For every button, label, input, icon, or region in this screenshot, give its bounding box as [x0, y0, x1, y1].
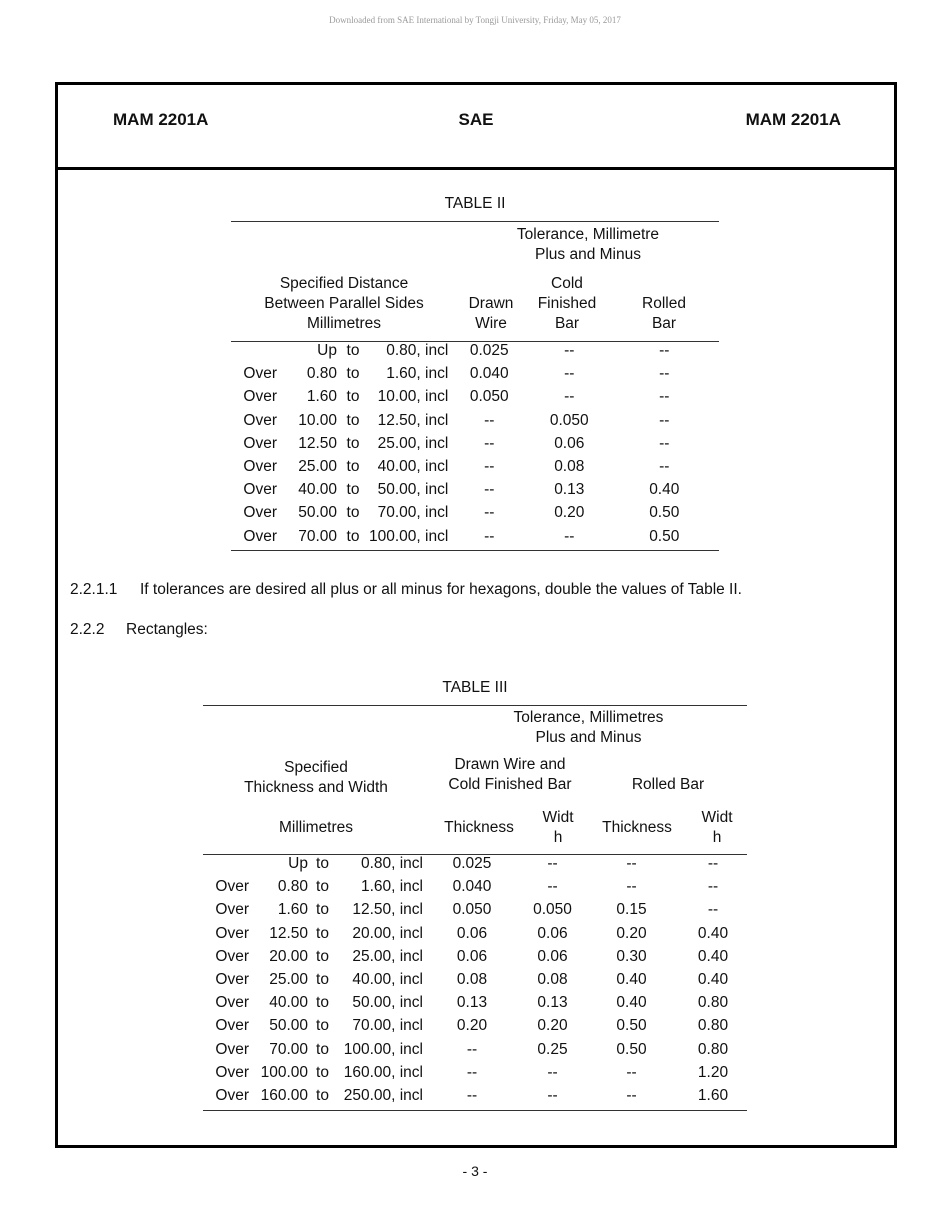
table-cell: 0.50 [616, 1040, 647, 1058]
table-cell: -- [484, 434, 495, 452]
table-cell: to [346, 388, 360, 406]
table-cell: 160.00 [260, 1087, 308, 1105]
table-cell: -- [484, 411, 495, 429]
table-cell: 25.00 [298, 458, 337, 476]
table2-body [231, 339, 720, 548]
table-cell: 1.60, incl [360, 878, 423, 896]
table-cell: 0.040 [469, 365, 509, 383]
table-cell: Over [215, 901, 249, 919]
table-cell: Over [243, 504, 277, 522]
table-cell: -- [659, 342, 670, 359]
table2-col-cold-finished: Cold Finished Bar [537, 275, 597, 332]
table-cell: 0.06 [537, 924, 568, 942]
table-cell: 40.00, incl [352, 971, 423, 989]
table3-tolerance-header: Tolerance, Millimetres Plus and Minus [513, 709, 664, 746]
table-cell: 20.00, incl [352, 924, 423, 942]
table3-col-width-rolled: Widt h [701, 809, 733, 846]
table-cell: 25.00, incl [377, 434, 449, 452]
table-cell: 1.60 [277, 901, 308, 919]
table-row [231, 525, 720, 548]
table-cell: to [316, 1063, 329, 1081]
paragraph-2-2-2 [70, 621, 208, 639]
table-row [231, 339, 720, 362]
table-cell: 1.60, incl [386, 365, 449, 383]
table-cell: Over [243, 434, 277, 452]
table-cell: 1.20 [697, 1063, 729, 1081]
table-cell: 0.20 [456, 1017, 488, 1035]
table-cell: -- [564, 527, 575, 545]
table-cell: -- [659, 365, 670, 383]
table-cell: 70.00, incl [377, 504, 449, 522]
table-cell: 0.20 [537, 1017, 568, 1035]
paragraph-text: Rectangles: [126, 621, 208, 638]
table-row [231, 385, 720, 408]
table-cell: 0.80 [697, 994, 729, 1012]
table-cell: 0.20 [616, 924, 647, 942]
table-cell: 40.00 [269, 994, 308, 1012]
table-cell: 0.050 [469, 388, 509, 406]
table-cell: 12.50 [269, 924, 308, 942]
table-cell: 50.00, incl [377, 481, 449, 499]
table-cell: 100.00, incl [343, 1040, 423, 1058]
table-cell: 0.40 [697, 971, 729, 989]
table-cell: to [316, 878, 329, 896]
table-cell: 40.00 [298, 481, 337, 499]
table-cell [231, 339, 287, 362]
table-cell: -- [466, 1063, 478, 1081]
table-cell: 0.40 [649, 481, 680, 499]
table-cell: to [346, 527, 360, 545]
table-cell: to [316, 1087, 329, 1105]
table-cell: 0.08 [554, 458, 585, 476]
table-cell: 50.00 [298, 504, 337, 522]
table-cell: -- [484, 504, 495, 522]
table2-col-drawn-wire: Drawn Wire [468, 295, 514, 332]
table-cell: 0.40 [697, 947, 729, 965]
table-cell: 0.50 [616, 1017, 647, 1035]
table-cell: 0.13 [456, 994, 488, 1012]
table-cell: 25.00 [269, 971, 308, 989]
table-cell: -- [547, 1063, 558, 1081]
table-row [203, 875, 747, 898]
table-cell: -- [659, 388, 670, 406]
table-cell: 0.80 [306, 365, 337, 383]
table-cell: -- [626, 878, 637, 896]
table-cell: to [346, 365, 360, 383]
table-cell: -- [547, 878, 558, 896]
table-cell: -- [484, 527, 495, 545]
table-cell: Over [215, 1017, 249, 1035]
table-cell: 0.40 [697, 924, 729, 942]
header-doc-id-left: MAM 2201A [113, 110, 209, 129]
document-header [58, 85, 894, 170]
table-cell: 0.15 [616, 901, 647, 919]
table2-col-rolled-bar: Rolled Bar [642, 295, 686, 332]
table-row [203, 1061, 747, 1084]
table-cell: Over [243, 365, 277, 383]
table-cell: -- [707, 855, 719, 872]
table-cell: Over [215, 971, 249, 989]
table-cell: 0.25 [537, 1040, 568, 1058]
table2-tolerance-header: Tolerance, Millimetre Plus and Minus [516, 226, 660, 263]
table-cell: 0.025 [452, 855, 492, 872]
header-doc-id-right: MAM 2201A [745, 110, 841, 129]
table2-bottom-rule [231, 550, 719, 551]
table-cell: to [346, 458, 360, 476]
table-row [203, 991, 747, 1014]
table-cell: 0.50 [649, 504, 680, 522]
table-cell: 0.050 [549, 411, 589, 429]
table-cell: -- [707, 901, 719, 919]
table-cell: Over [215, 924, 249, 942]
table-cell: to [346, 434, 360, 452]
table-cell: 100.00, incl [369, 527, 449, 545]
page-number: - 3 - [462, 1163, 488, 1179]
table-cell: 0.06 [537, 947, 568, 965]
table-cell: Over [215, 994, 249, 1012]
table-row [231, 478, 720, 501]
table-cell: 70.00, incl [352, 1017, 423, 1035]
table-cell: -- [707, 878, 719, 896]
table-cell: 0.80 [697, 1017, 729, 1035]
table3-col-thickness-drawn: Thickness [444, 819, 514, 836]
table-cell: 160.00, incl [343, 1063, 423, 1081]
table-cell: 1.60 [697, 1087, 729, 1105]
table-cell: Over [243, 388, 277, 406]
table-row [231, 409, 720, 432]
table-cell: 0.80 [697, 1040, 729, 1058]
table-cell: 0.13 [554, 481, 585, 499]
table-cell: Over [215, 1040, 249, 1058]
table-row [203, 852, 747, 875]
table-cell: Over [243, 481, 277, 499]
table-cell: -- [466, 1040, 478, 1058]
table-cell: -- [484, 458, 495, 476]
table-cell: to [316, 855, 329, 872]
table-cell: -- [547, 1087, 558, 1105]
table-cell: -- [659, 458, 670, 476]
table-row [231, 362, 720, 385]
table-cell: -- [626, 1063, 637, 1081]
table-cell: -- [484, 481, 495, 499]
table-cell: -- [659, 411, 670, 429]
table-row [231, 455, 720, 478]
table-cell: 25.00, incl [352, 947, 423, 965]
table-cell: 10.00, incl [377, 388, 449, 406]
table-cell: Over [215, 1063, 249, 1081]
table-cell: to [316, 924, 329, 942]
table-cell: to [346, 411, 360, 429]
table-row [231, 432, 720, 455]
table-cell: -- [626, 1087, 637, 1105]
table-cell: -- [547, 855, 558, 872]
table-cell: 0.20 [554, 504, 585, 522]
table3-group-drawn-cold: Drawn Wire and Cold Finished Bar [448, 756, 572, 793]
table2-col-distance: Specified Distance Between Parallel Sides Millimetres [264, 275, 424, 332]
table-cell: 12.50, incl [377, 411, 449, 429]
table-cell: to [346, 481, 360, 499]
table-cell: 0.040 [452, 878, 492, 896]
table-row [231, 501, 720, 524]
table-cell: Over [243, 527, 277, 545]
table-cell: 0.50 [649, 527, 680, 545]
table3-col-millimetres: Millimetres [278, 819, 354, 836]
paragraph-text: If tolerances are desired all plus or all minus for hexagons, double the values of Table II. [140, 581, 742, 598]
table3-top-rule [203, 705, 747, 706]
table-row [203, 945, 747, 968]
table-cell: to [316, 1017, 329, 1035]
table-cell: 0.30 [616, 947, 647, 965]
table3-col-width-drawn: Widt h [542, 809, 574, 846]
paragraph-number: 2.2.1.1 [70, 581, 118, 598]
table-cell: Up [317, 342, 337, 359]
table-cell: 12.50, incl [352, 901, 423, 919]
table-row [203, 968, 747, 991]
table3-body [203, 852, 747, 1107]
table-cell: 0.13 [537, 994, 568, 1012]
table-cell: Up [288, 855, 308, 872]
table-row [203, 922, 747, 945]
table-cell: Over [215, 947, 249, 965]
table-cell: to [316, 947, 329, 965]
table-cell: 12.50 [298, 434, 337, 452]
table-cell: 20.00 [269, 947, 308, 965]
table-cell: to [316, 1040, 329, 1058]
table-cell: 0.40 [616, 971, 647, 989]
table3-bottom-rule [203, 1110, 747, 1111]
table-cell: 0.06 [456, 947, 488, 965]
table-cell: -- [626, 855, 637, 872]
table-cell: to [316, 994, 329, 1012]
table2-title: TABLE II [444, 195, 506, 212]
table-cell: 0.06 [554, 434, 585, 452]
table-cell: Over [243, 411, 277, 429]
table3-group-rolled-bar: Rolled Bar [631, 776, 705, 793]
table-cell [203, 852, 257, 875]
table-cell: Over [243, 458, 277, 476]
table-cell: 0.050 [533, 901, 572, 919]
table3-col-thickness-rolled: Thickness [602, 819, 672, 836]
table-cell: 0.80, incl [386, 342, 449, 359]
table3-col-specified: Specified Thickness and Width [244, 759, 388, 796]
table-cell: to [316, 971, 329, 989]
table-row [203, 1084, 747, 1107]
table-row [203, 1038, 747, 1061]
table-cell: 0.050 [452, 901, 492, 919]
table-cell: -- [564, 365, 575, 383]
table-cell: 70.00 [269, 1040, 308, 1058]
table-cell: 0.40 [616, 994, 647, 1012]
table-cell: -- [564, 342, 575, 359]
table-cell: to [346, 342, 360, 359]
table-cell: 0.80, incl [360, 855, 423, 872]
table-cell: -- [564, 388, 575, 406]
table-cell: to [346, 504, 360, 522]
table-cell: 0.08 [537, 971, 568, 989]
table-cell: 0.80 [277, 878, 308, 896]
table-cell: 40.00, incl [377, 458, 449, 476]
table-cell: 0.08 [456, 971, 488, 989]
download-watermark: Downloaded from SAE International by Tongji University, Friday, May 05, 2017 [329, 15, 621, 25]
table-cell: 70.00 [298, 527, 337, 545]
paragraph-number: 2.2.2 [70, 621, 105, 638]
table-cell: 0.06 [456, 924, 488, 942]
table-cell: Over [215, 1087, 249, 1105]
table3-title: TABLE III [442, 679, 508, 696]
table-cell: 50.00 [269, 1017, 308, 1035]
header-publisher: SAE [458, 110, 494, 129]
table-cell: 100.00 [260, 1063, 308, 1081]
table2-top-rule [231, 221, 719, 222]
table-cell: 50.00, incl [352, 994, 423, 1012]
table-cell: Over [215, 878, 249, 896]
table-cell: to [316, 901, 329, 919]
table-cell: 1.60 [306, 388, 337, 406]
table-cell: 0.025 [469, 342, 509, 359]
table-cell: -- [466, 1087, 478, 1105]
table-cell: 250.00, incl [343, 1087, 423, 1105]
table-row [203, 1014, 747, 1037]
table-row [203, 898, 747, 921]
table-cell: 10.00 [298, 411, 337, 429]
paragraph-2-2-1-1 [70, 581, 742, 599]
table-cell: -- [659, 434, 670, 452]
